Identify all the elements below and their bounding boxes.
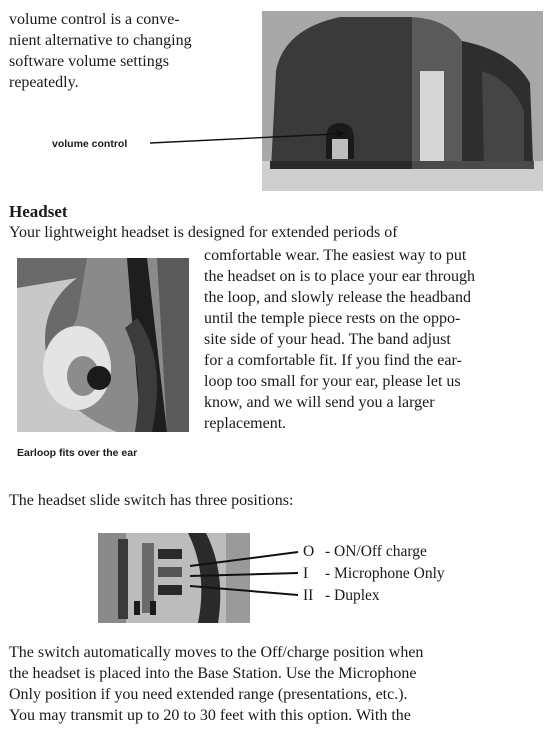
- headset-photo-caption: Earloop fits over the ear: [17, 447, 138, 459]
- switch-pointer-lines: [190, 540, 300, 600]
- earloop-illustration: [17, 258, 189, 432]
- headset-paragraph: [204, 245, 549, 434]
- intro-paragraph: [9, 9, 259, 93]
- intro-line: volume control is a conve-: [9, 11, 180, 28]
- closing-line: Only position if you need extended range (presentations, etc.).: [9, 686, 408, 703]
- volume-control-caption: volume control: [52, 138, 128, 150]
- closing-paragraph: [9, 642, 549, 726]
- headset-line: site side of your head. The band adjust: [204, 331, 451, 348]
- switch-position-off: [303, 543, 427, 561]
- base-station-illustration: [262, 11, 543, 191]
- closing-line: You may transmit up to 20 to 30 feet with this option. With the: [9, 707, 411, 724]
- headset-heading: Headset: [9, 202, 68, 221]
- base-station-photo: [262, 11, 543, 191]
- intro-line: nient alternative to changing: [9, 32, 192, 49]
- intro-line: repeatedly.: [9, 74, 79, 91]
- closing-line: the headset is placed into the Base Station. Use the Microphone: [9, 665, 417, 682]
- intro-line: software volume settings: [9, 53, 169, 70]
- position-code: I: [303, 565, 309, 582]
- position-label: - Microphone Only: [325, 565, 445, 582]
- headset-line: until the temple piece rests on the oppo-: [204, 310, 461, 327]
- volume-control-leader-line: [150, 128, 350, 148]
- position-label: - Duplex: [325, 587, 380, 604]
- headset-line: know, and we will send you a larger: [204, 394, 435, 411]
- headset-line: the loop, and slowly release the headband: [204, 289, 472, 306]
- position-code: II: [303, 587, 314, 604]
- headset-line: comfortable wear. The easiest way to put: [204, 247, 467, 264]
- switch-position-duplex: [303, 587, 380, 605]
- position-label: - ON/Off charge: [325, 543, 427, 560]
- headset-line: loop too small for your ear, please let us: [204, 373, 461, 390]
- headset-line: replacement.: [204, 415, 287, 432]
- switch-intro: The headset slide switch has three positions:: [9, 492, 294, 509]
- position-code: O: [303, 543, 315, 560]
- headset-line: the headset on is to place your ear through: [204, 268, 476, 285]
- closing-line: The switch automatically moves to the Off/charge position when: [9, 644, 424, 661]
- headset-line: for a comfortable fit. If you find the ear-: [204, 352, 462, 369]
- headset-photo: [17, 258, 189, 432]
- headset-first-line: Your lightweight headset is designed for extended periods of: [9, 224, 398, 241]
- switch-position-microphone: [303, 565, 445, 583]
